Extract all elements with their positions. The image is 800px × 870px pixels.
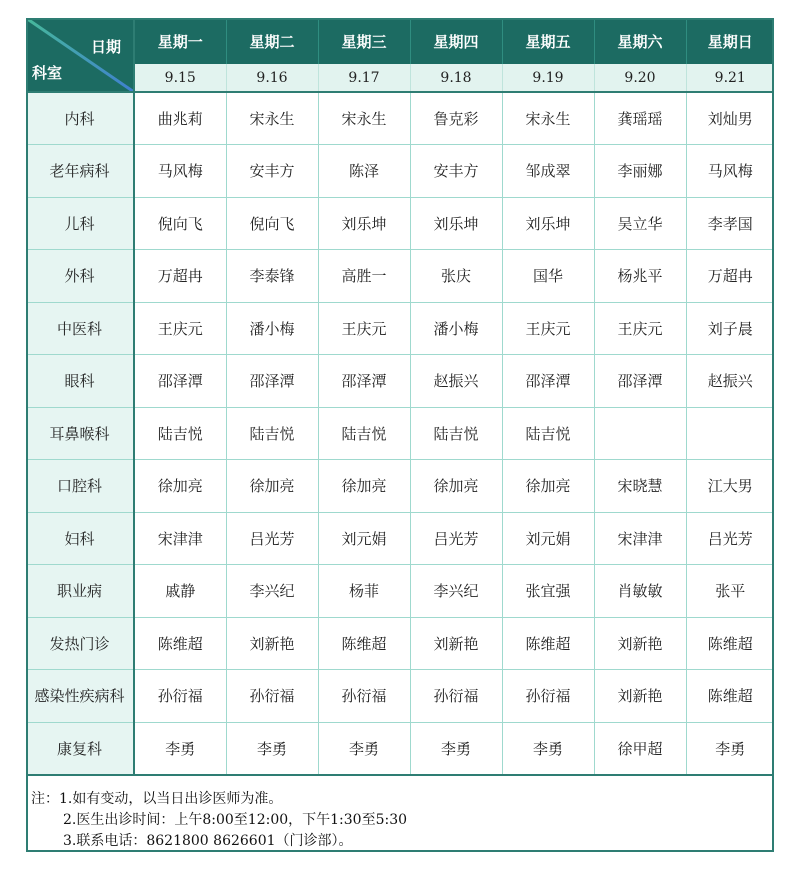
- doctor-cell: 宋津津: [134, 512, 226, 565]
- doctor-cell: 邵泽潭: [226, 355, 318, 408]
- doctor-cell: 吕光芳: [686, 512, 774, 565]
- department-cell: 内科: [26, 92, 134, 145]
- doctor-cell: 刘新艳: [226, 617, 318, 670]
- department-cell: 儿科: [26, 197, 134, 250]
- notes-section: [31, 789, 407, 852]
- doctor-cell: 邵泽潭: [134, 355, 226, 408]
- doctor-cell: 肖敏敏: [594, 565, 686, 618]
- doctor-cell: 孙衍福: [134, 670, 226, 723]
- doctor-cell: 倪向飞: [134, 197, 226, 250]
- doctor-cell: 刘乐坤: [410, 197, 502, 250]
- doctor-cell: 陈维超: [686, 670, 774, 723]
- department-cell: 眼科: [26, 355, 134, 408]
- doctor-cell: 徐加亮: [226, 460, 318, 513]
- date-cell: 9.21: [686, 64, 774, 92]
- department-cell: 老年病科: [26, 145, 134, 198]
- doctor-cell: 李勇: [226, 722, 318, 775]
- doctor-cell: 吴立华: [594, 197, 686, 250]
- doctor-cell: 马风梅: [686, 145, 774, 198]
- weekday-header: 星期四: [410, 18, 502, 64]
- date-cell: 9.20: [594, 64, 686, 92]
- weekday-header: 星期二: [226, 18, 318, 64]
- weekday-header: 星期五: [502, 18, 594, 64]
- doctor-cell: 陈维超: [502, 617, 594, 670]
- department-cell: 康复科: [26, 722, 134, 775]
- doctor-cell: 万超冉: [686, 250, 774, 303]
- doctor-cell: 张平: [686, 565, 774, 618]
- doctor-cell: 刘元娟: [318, 512, 410, 565]
- doctor-cell: 李勇: [502, 722, 594, 775]
- doctor-cell: 陆吉悦: [502, 407, 594, 460]
- doctor-cell: 刘乐坤: [502, 197, 594, 250]
- note-line: 3.联系电话：8621800 8626601（门诊部）。: [63, 833, 353, 849]
- weekday-header: 星期日: [686, 18, 774, 64]
- department-cell: 耳鼻喉科: [26, 407, 134, 460]
- weekday-header: 星期三: [318, 18, 410, 64]
- doctor-cell: 赵振兴: [686, 355, 774, 408]
- doctor-cell: 宋晓慧: [594, 460, 686, 513]
- date-cell: 9.15: [134, 64, 226, 92]
- weekday-header: 星期六: [594, 18, 686, 64]
- doctor-cell: 龚瑶瑶: [594, 92, 686, 145]
- doctor-cell: 李勇: [134, 722, 226, 775]
- doctor-cell: 王庆元: [134, 302, 226, 355]
- doctor-cell: 刘元娟: [502, 512, 594, 565]
- corner-date-label: 日期: [90, 38, 121, 56]
- doctor-cell: 李丽娜: [594, 145, 686, 198]
- doctor-cell: 刘新艳: [594, 617, 686, 670]
- doctor-cell: 徐加亮: [410, 460, 502, 513]
- doctor-cell: 安丰方: [410, 145, 502, 198]
- doctor-cell: 万超冉: [134, 250, 226, 303]
- doctor-cell: 陆吉悦: [134, 407, 226, 460]
- doctor-cell: 徐加亮: [318, 460, 410, 513]
- corner-dept-label: 科室: [32, 64, 63, 82]
- weekday-header: 星期一: [134, 18, 226, 64]
- doctor-cell: 刘乐坤: [318, 197, 410, 250]
- date-cell: 9.16: [226, 64, 318, 92]
- doctor-cell: 王庆元: [318, 302, 410, 355]
- doctor-cell: 杨兆平: [594, 250, 686, 303]
- doctor-cell: 孙衍福: [226, 670, 318, 723]
- doctor-cell: 国华: [502, 250, 594, 303]
- doctor-cell: 王庆元: [502, 302, 594, 355]
- doctor-cell: 徐甲超: [594, 722, 686, 775]
- doctor-cell: 宋永生: [226, 92, 318, 145]
- doctor-cell: 陈维超: [686, 617, 774, 670]
- doctor-cell: 马风梅: [134, 145, 226, 198]
- department-cell: 职业病: [26, 565, 134, 618]
- note-line: 注：1.如有变动，以当日出诊医师为准。: [31, 791, 283, 807]
- doctor-cell: 刘新艳: [594, 670, 686, 723]
- doctor-cell: 安丰方: [226, 145, 318, 198]
- doctor-cell: 潘小梅: [226, 302, 318, 355]
- doctor-cell: 李泰锋: [226, 250, 318, 303]
- department-cell: 妇科: [26, 512, 134, 565]
- doctor-cell: 邵泽潭: [318, 355, 410, 408]
- doctor-cell: 李兴纪: [410, 565, 502, 618]
- doctor-cell: 李勇: [318, 722, 410, 775]
- doctor-cell: 陈维超: [134, 617, 226, 670]
- doctor-cell: 徐加亮: [502, 460, 594, 513]
- department-cell: 感染性疾病科: [26, 670, 134, 723]
- doctor-cell: 赵振兴: [410, 355, 502, 408]
- doctor-cell: 王庆元: [594, 302, 686, 355]
- doctor-cell: 吕光芳: [226, 512, 318, 565]
- doctor-cell: 刘子晨: [686, 302, 774, 355]
- doctor-cell: 陆吉悦: [318, 407, 410, 460]
- department-cell: 外科: [26, 250, 134, 303]
- doctor-cell: 江大男: [686, 460, 774, 513]
- doctor-cell: 张庆: [410, 250, 502, 303]
- doctor-cell: 李兴纪: [226, 565, 318, 618]
- doctor-cell: 陆吉悦: [226, 407, 318, 460]
- doctor-cell: 陈泽: [318, 145, 410, 198]
- doctor-cell: 陆吉悦: [410, 407, 502, 460]
- doctor-cell: 李勇: [686, 722, 774, 775]
- doctor-cell: 鲁克彩: [410, 92, 502, 145]
- doctor-cell: 宋永生: [318, 92, 410, 145]
- doctor-cell: 孙衍福: [502, 670, 594, 723]
- doctor-cell: 孙衍福: [318, 670, 410, 723]
- doctor-cell: 邵泽潭: [594, 355, 686, 408]
- doctor-cell: 高胜一: [318, 250, 410, 303]
- doctor-cell: 刘灿男: [686, 92, 774, 145]
- doctor-cell: 倪向飞: [226, 197, 318, 250]
- doctor-cell: 李勇: [410, 722, 502, 775]
- department-cell: 口腔科: [26, 460, 134, 513]
- doctor-cell: 潘小梅: [410, 302, 502, 355]
- date-cell: 9.17: [318, 64, 410, 92]
- department-cell: 发热门诊: [26, 617, 134, 670]
- date-cell: 9.18: [410, 64, 502, 92]
- doctor-cell: 曲兆莉: [134, 92, 226, 145]
- doctor-cell: 杨菲: [318, 565, 410, 618]
- doctor-cell: 陈维超: [318, 617, 410, 670]
- note-line: 2.医生出诊时间：上午8:00至12:00，下午1:30至5:30: [63, 812, 408, 828]
- doctor-cell: 宋永生: [502, 92, 594, 145]
- doctor-cell: 李孝国: [686, 197, 774, 250]
- doctor-cell: 徐加亮: [134, 460, 226, 513]
- doctor-cell: 吕光芳: [410, 512, 502, 565]
- doctor-cell: 张宜强: [502, 565, 594, 618]
- doctor-cell: 孙衍福: [410, 670, 502, 723]
- doctor-cell: 宋津津: [594, 512, 686, 565]
- doctor-cell: 邹成翠: [502, 145, 594, 198]
- date-cell: 9.19: [502, 64, 594, 92]
- doctor-cell: 戚静: [134, 565, 226, 618]
- department-cell: 中医科: [26, 302, 134, 355]
- doctor-cell: 邵泽潭: [502, 355, 594, 408]
- doctor-cell: 刘新艳: [410, 617, 502, 670]
- table-frame: [26, 18, 774, 852]
